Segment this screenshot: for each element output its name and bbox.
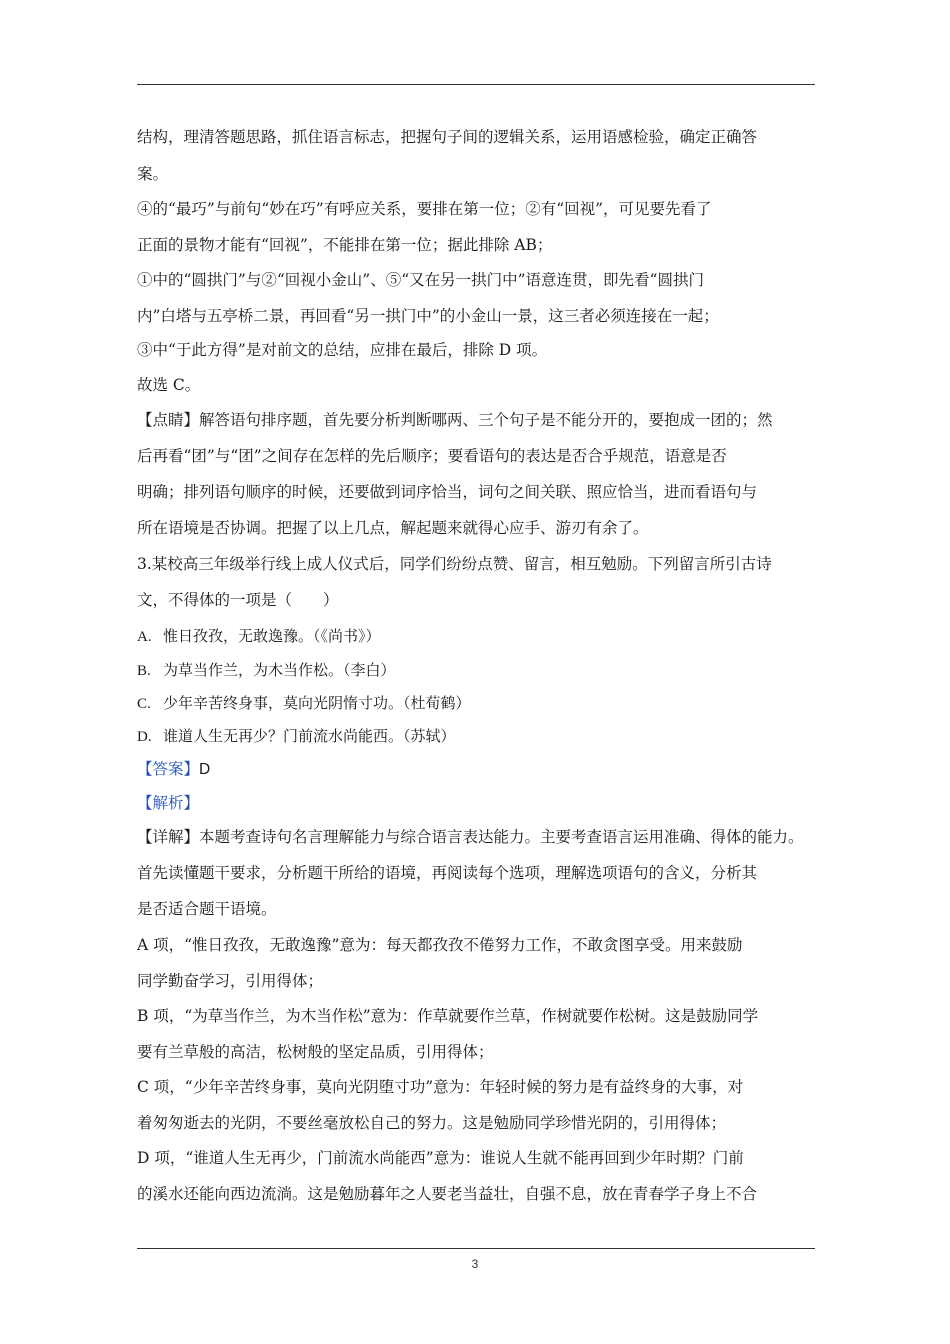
paragraph-line: 后再看“团”与“团”之间存在怎样的先后顺序；要看语句的表达是否合乎规范，语意是否 [137,447,727,465]
question-stem: 3.某校高三年级举行线上成人仪式后，同学们纷纷点赞、留言，相互勉励。下列留言所引古诗 [137,555,772,573]
paragraph-line: 要有兰草般的高洁，松树般的坚定品质，引用得体； [137,1043,494,1061]
paragraph-line: 着匆匆逝去的光阴，不要丝毫放松自己的努力。这是勉励同学珍惜光阴的，引用得体； [137,1114,727,1132]
detail-tag: 【详解】 [137,828,200,846]
option-b [137,660,817,681]
option-text: 少年辛苦终身事，莫向光阴惰寸功。（杜荀鹤） [163,694,471,712]
option-text: 惟日孜孜，无敢逸豫。（《尚书》） [163,627,381,645]
answer-line [137,759,817,780]
option-c [137,693,817,714]
option-letter: C. [137,696,151,712]
detail-text: 本题考查诗句名言理解能力与综合语言表达能力。主要考查语言运用准确、得体的能力。 [199,828,804,846]
analysis-tag: 【解析】 [137,794,200,812]
paragraph-line: 明确；排列语句顺序的时候，还要做到词序恰当，词句之间关联、照应恰当，进而看语句与 [137,483,758,501]
paragraph-line: 内”白塔与五亭桥二景，再回看“另一拱门中”的小金山一景，这三者必须连接在一起； [137,307,719,325]
paragraph-line: 是否适合题干语境。 [137,900,277,918]
answer-tag: 【答案】 [137,760,200,778]
tip-paragraph [137,410,817,430]
paragraph-line: 同学勤奋学习，引用得体； [137,972,324,990]
paragraph-line: 正面的景物才能有“回视”，不能排在第一位；据此排除 AB； [137,236,553,254]
paragraph-line: 案。 [137,165,169,183]
paragraph-line: A 项，“惟日孜孜，无敢逸豫”意为：每天都孜孜不倦努力工作，不敢贪图享受。用来鼓励 [137,936,743,954]
footer-rule [137,1248,815,1249]
option-letter: D. [137,729,152,745]
paragraph-line: 所在语境是否协调。把握了以上几点，解起题来就得心应手、游刃有余了。 [137,519,649,537]
question-stem: 文，不得体的一项是（ ） [137,591,339,609]
detail-paragraph [137,827,817,847]
paragraph-line: 首先读懂题干要求，分析题干所给的语境，再阅读每个选项，理解选项语句的含义，分析其 [137,864,758,882]
option-d [137,726,817,747]
page-number: 3 [471,1257,479,1271]
answer-value: D [199,761,211,778]
paragraph-line: 的溪水还能向西边流淌。这是勉励暮年之人要老当益壮，自强不息，放在青春学子身上不合 [137,1185,758,1203]
paragraph-line: ①中的“圆拱门”与②“回视小金山”、⑤“又在另一拱门中”语意连贯，即先看“圆拱门 [137,271,704,289]
header-rule [137,84,815,85]
conclusion-line: 故选 C。 [137,376,201,394]
option-letter: B. [137,663,151,679]
tip-tag: 【点睛】 [137,411,200,429]
paragraph-line: 结构，理清答题思路，抓住语言标志，把握句子间的逻辑关系，运用语感检验，确定正确答 [137,128,758,146]
option-letter: A. [137,629,152,645]
paragraph-line: B 项，“为草当作兰，为木当作松”意为：作草就要作兰草，作树就要作松树。这是鼓励同学 [137,1007,759,1025]
tip-text: 解答语句排序题，首先要分析判断哪两、三个句子是不能分开的，要抱成一团的；然 [199,411,773,429]
option-text: 谁道人生无再少？门前流水尚能西。（苏轼） [163,727,456,745]
paragraph-line: ④的“最巧”与前句“妙在巧”有呼应关系，要排在第一位；②有“回视”，可见要先看了 [137,200,712,218]
option-a [137,626,817,647]
paragraph-line: D 项，“谁道人生无再少，门前流水尚能西”意为：谁说人生就不能再回到少年时期？门前 [137,1149,744,1167]
option-text: 为草当作兰，为木当作松。（李白） [163,661,396,679]
analysis-line [137,793,817,813]
paragraph-line: ③中“于此方得”是对前文的总结，应排在最后，排除 D 项。 [137,341,548,359]
paragraph-line: C 项，“少年辛苦终身事，莫向光阴堕寸功”意为：年轻时候的努力是有益终身的大事，对 [137,1078,744,1096]
